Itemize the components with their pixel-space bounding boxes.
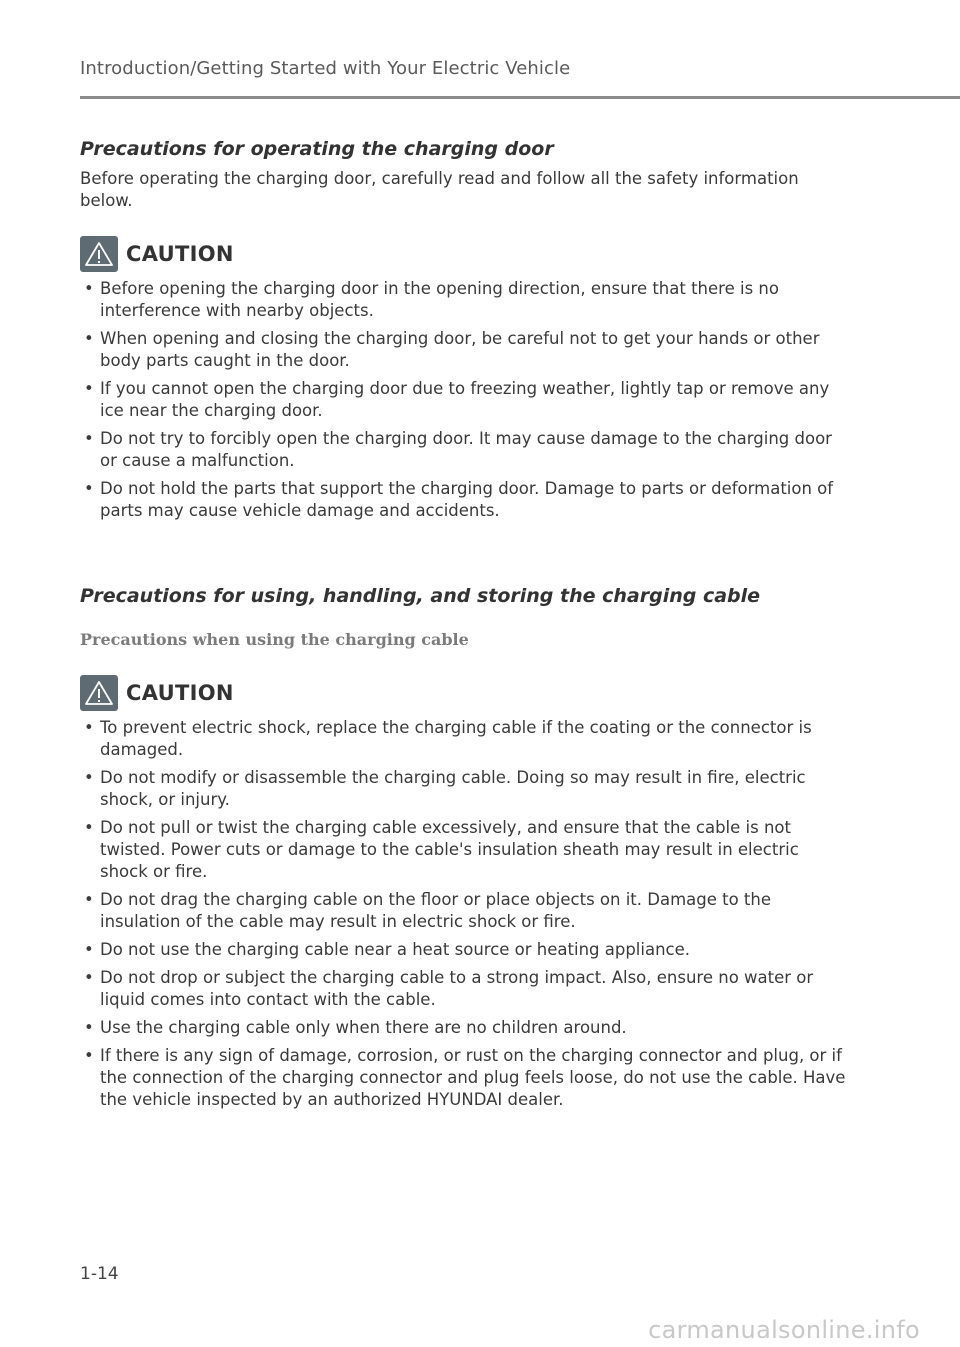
- section-heading-charging-cable: Precautions for using, handling, and storing the charging cable: [80, 585, 761, 607]
- list-item: • Do not hold the parts that support the charging door. Damage to parts or deformation of parts may cause vehicle damage and accidents.: [84, 479, 834, 520]
- warning-triangle-icon: [80, 236, 118, 272]
- list-item: • Do not modify or disassemble the charging cable. Doing so may result in fire, electric shock, or injury.: [84, 768, 806, 809]
- caution-block-charging-cable: [80, 675, 850, 711]
- caution-list-charging-cable: [80, 717, 850, 1117]
- list-item: • Do not use the charging cable near a heat source or heating appliance.: [84, 940, 691, 959]
- running-header: Introduction/Getting Started with Your Electric Vehicle: [80, 58, 571, 79]
- header-divider: [80, 96, 960, 99]
- list-item: • Do not try to forcibly open the charging door. It may cause damage to the charging door or cause a malfunction.: [84, 429, 832, 470]
- warning-triangle-icon: [80, 675, 118, 711]
- caution-block-charging-door: [80, 236, 850, 272]
- caution-list-charging-door: [80, 278, 850, 528]
- section-heading-charging-door: Precautions for operating the charging door: [80, 138, 554, 160]
- page-number: 1-14: [80, 1264, 119, 1284]
- list-item: • If you cannot open the charging door due to freezing weather, lightly tap or remove any ice near the charging door.: [84, 379, 830, 420]
- list-item: • Before opening the charging door in the opening direction, ensure that there is no interference with nearby objects.: [84, 279, 779, 320]
- caution-label: CAUTION: [126, 681, 234, 705]
- list-item: • If there is any sign of damage, corrosion, or rust on the charging connector and plug, or if the connection of the charging connector and plug feels loose, do not use the cable. Have the vehicle inspected by an authorized HYUNDAI dealer.: [84, 1046, 846, 1109]
- section-intro-charging-door: Before operating the charging door, carefully read and follow all the safety information below.: [80, 169, 799, 210]
- list-item: • To prevent electric shock, replace the charging cable if the coating or the connector is damaged.: [84, 718, 812, 759]
- list-item: • Do not drag the charging cable on the floor or place objects on it. Damage to the insulation of the cable may result in electric shock or fire.: [84, 890, 772, 931]
- list-item: • Use the charging cable only when there are no children around.: [84, 1018, 627, 1037]
- subsection-heading-using-cable: Precautions when using the charging cable: [80, 630, 469, 649]
- list-item: • Do not drop or subject the charging cable to a strong impact. Also, ensure no water or liquid comes into contact with the cable.: [84, 968, 814, 1009]
- list-item: • Do not pull or twist the charging cable excessively, and ensure that the cable is not twisted. Power cuts or damage to the cable's insulation sheath may result in electric shock or fire.: [84, 818, 799, 881]
- watermark: carmanualsonline.info: [648, 1316, 920, 1344]
- caution-label: CAUTION: [126, 242, 234, 266]
- list-item: • When opening and closing the charging door, be careful not to get your hands or other body parts caught in the door.: [84, 329, 820, 370]
